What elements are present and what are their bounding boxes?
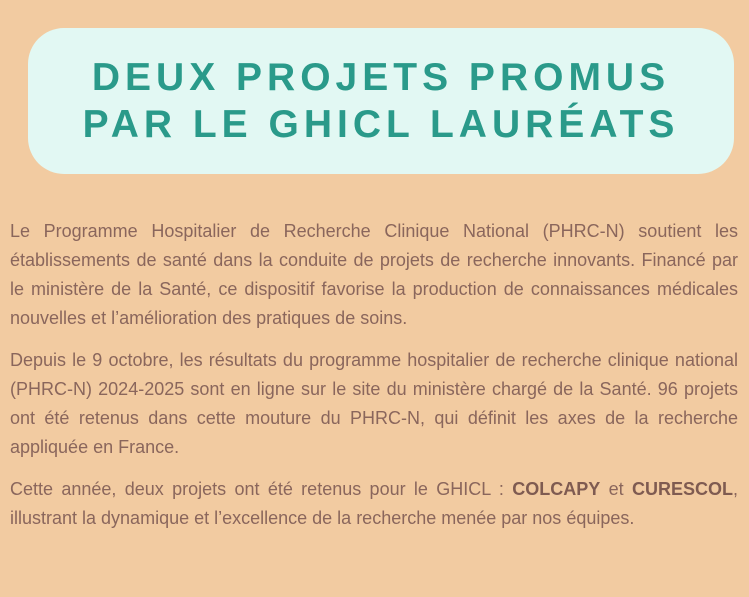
paragraph-ghicl-projects	[10, 475, 738, 533]
project-name-curescol: CURESCOL	[631, 479, 733, 499]
paragraph-phrc-intro: Le Programme Hospitalier de Recherche Clinique National (PHRC-N) soutient les établissements de santé dans la conduite de projets de recherche innovants. Financé par le ministère de la Santé, ce dispositif favorise la production de connaissances médicales nouvelles et l’amélioration des pratiques de soins.	[10, 221, 738, 328]
page	[0, 28, 749, 597]
paragraph-ghicl-text-middle: et	[600, 479, 632, 499]
title-card	[28, 28, 734, 174]
page-title	[83, 54, 680, 148]
page-title-line-2: PAR LE GHICL LAURÉATS	[82, 103, 680, 146]
article-body	[10, 217, 738, 533]
page-title-line-1: DEUX PROJETS PROMUS	[91, 56, 671, 99]
project-name-colcapy: COLCAPY	[512, 479, 601, 499]
paragraph-ghicl-text-before: Cette année, deux projets ont été retenus pour le GHICL :	[10, 479, 513, 499]
paragraph-ghicl-text-after: , illustrant la dynamique et l’excellence de la recherche menée par nos équipes.	[10, 479, 739, 528]
paragraph-results: Depuis le 9 octobre, les résultats du programme hospitalier de recherche clinique national (PHRC-N) 2024-2025 sont en ligne sur le site du ministère chargé de la Santé. 96 projets ont été retenus dans cette mouture du PHRC-N, qui définit les axes de la recherche appliquée en France.	[10, 350, 738, 457]
